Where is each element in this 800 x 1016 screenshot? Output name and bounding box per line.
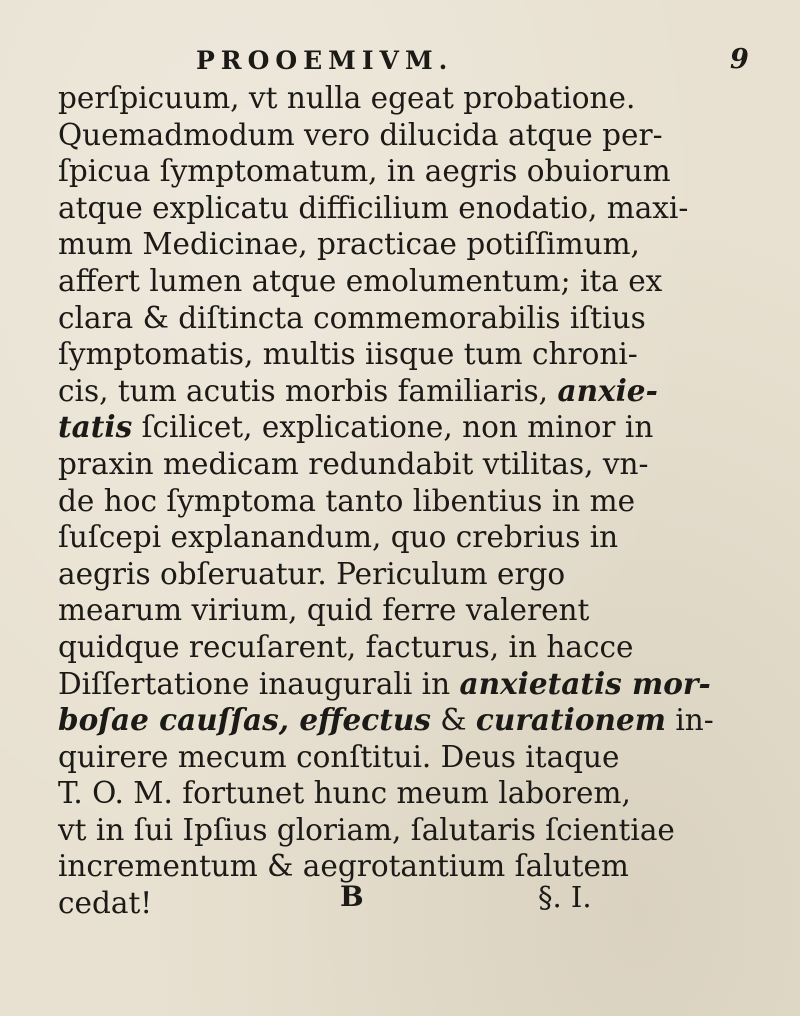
text-line: [58, 812, 770, 849]
italic-text: anxie-: [557, 372, 658, 408]
text-line: [58, 263, 770, 300]
text-segment: ſpicua ſymptomatum, in aegris obuiorum: [58, 154, 671, 189]
text-segment: clara & diſtincta commemorabilis iſtius: [58, 300, 646, 335]
italic-text: tatis: [58, 409, 133, 445]
text-segment: atque explicatu difficilium enodatio, maxi-: [58, 190, 689, 225]
text-segment: quidque recuſarent, facturus, in hacce: [58, 629, 634, 664]
text-segment: Diſſertatione inaugurali in: [58, 666, 460, 701]
running-head: [0, 44, 800, 78]
text-line: [58, 666, 770, 703]
text-line: [58, 226, 770, 263]
text-segment: T. O. M. fortunet hunc meum laborem,: [58, 776, 631, 811]
text-segment: ſuſcepi explanandum, quo crebrius in: [58, 520, 619, 555]
text-line: [58, 739, 770, 776]
text-segment: ſymptomatis, multis iisque tum chroni-: [58, 337, 638, 372]
italic-text: anxietatis mor-: [459, 665, 711, 701]
text-segment: mum Medicinae, practicae potiſſimum,: [58, 227, 640, 262]
text-line: [58, 483, 770, 520]
text-line: [58, 373, 770, 410]
text-segment: perſpicuum, vt nulla egeat probatione.: [58, 81, 636, 115]
text-segment: &: [430, 703, 476, 738]
italic-text: curationem: [475, 702, 666, 738]
text-line: [58, 446, 770, 483]
signature-mark: B: [340, 880, 364, 913]
text-segment: praxin medicam redundabit vtilitas, vn-: [58, 446, 649, 481]
text-segment: cis, tum acutis morbis familiaris,: [58, 373, 558, 408]
text-line: [58, 117, 770, 154]
text-line: [58, 629, 770, 666]
text-segment: mearum virium, quid ferre valerent: [58, 593, 590, 628]
text-line: [58, 190, 770, 227]
text-segment: in-: [665, 703, 714, 738]
text-segment: Quemadmodum vero dilucida atque per-: [58, 117, 663, 152]
page-number: 9: [730, 44, 749, 75]
running-title: PROOEMIVM.: [196, 46, 454, 75]
text-segment: ſcilicet, explicatione, non minor in: [132, 410, 654, 445]
text-segment: quirere mecum conſtitui. Deus itaque: [58, 739, 620, 774]
text-line: [58, 336, 770, 373]
text-segment: cedat!: [58, 886, 153, 921]
text-line: [58, 409, 770, 446]
italic-text: boſae cauſſas, effectus: [58, 702, 431, 738]
text-segment: aegris obſeruatur. Periculum ergo: [58, 556, 566, 591]
text-segment: incrementum & aegrotantium ſalutem: [58, 849, 629, 884]
text-line: [58, 775, 770, 812]
text-segment: affert lumen atque emolumentum; ita ex: [58, 263, 663, 298]
text-segment: de hoc ſymptoma tanto libentius in me: [58, 483, 636, 518]
main-text: [58, 80, 770, 922]
text-line: [58, 592, 770, 629]
text-line: [58, 519, 770, 556]
page-footer: [0, 880, 800, 920]
text-line: [58, 300, 770, 337]
catchword: §. I.: [538, 880, 592, 914]
text-segment: vt in ſui Ipſius gloriam, ſalutaris ſcientiae: [58, 812, 675, 847]
text-line: [58, 556, 770, 593]
text-line: [58, 80, 770, 117]
text-line: [58, 702, 770, 739]
text-line: [58, 153, 770, 190]
